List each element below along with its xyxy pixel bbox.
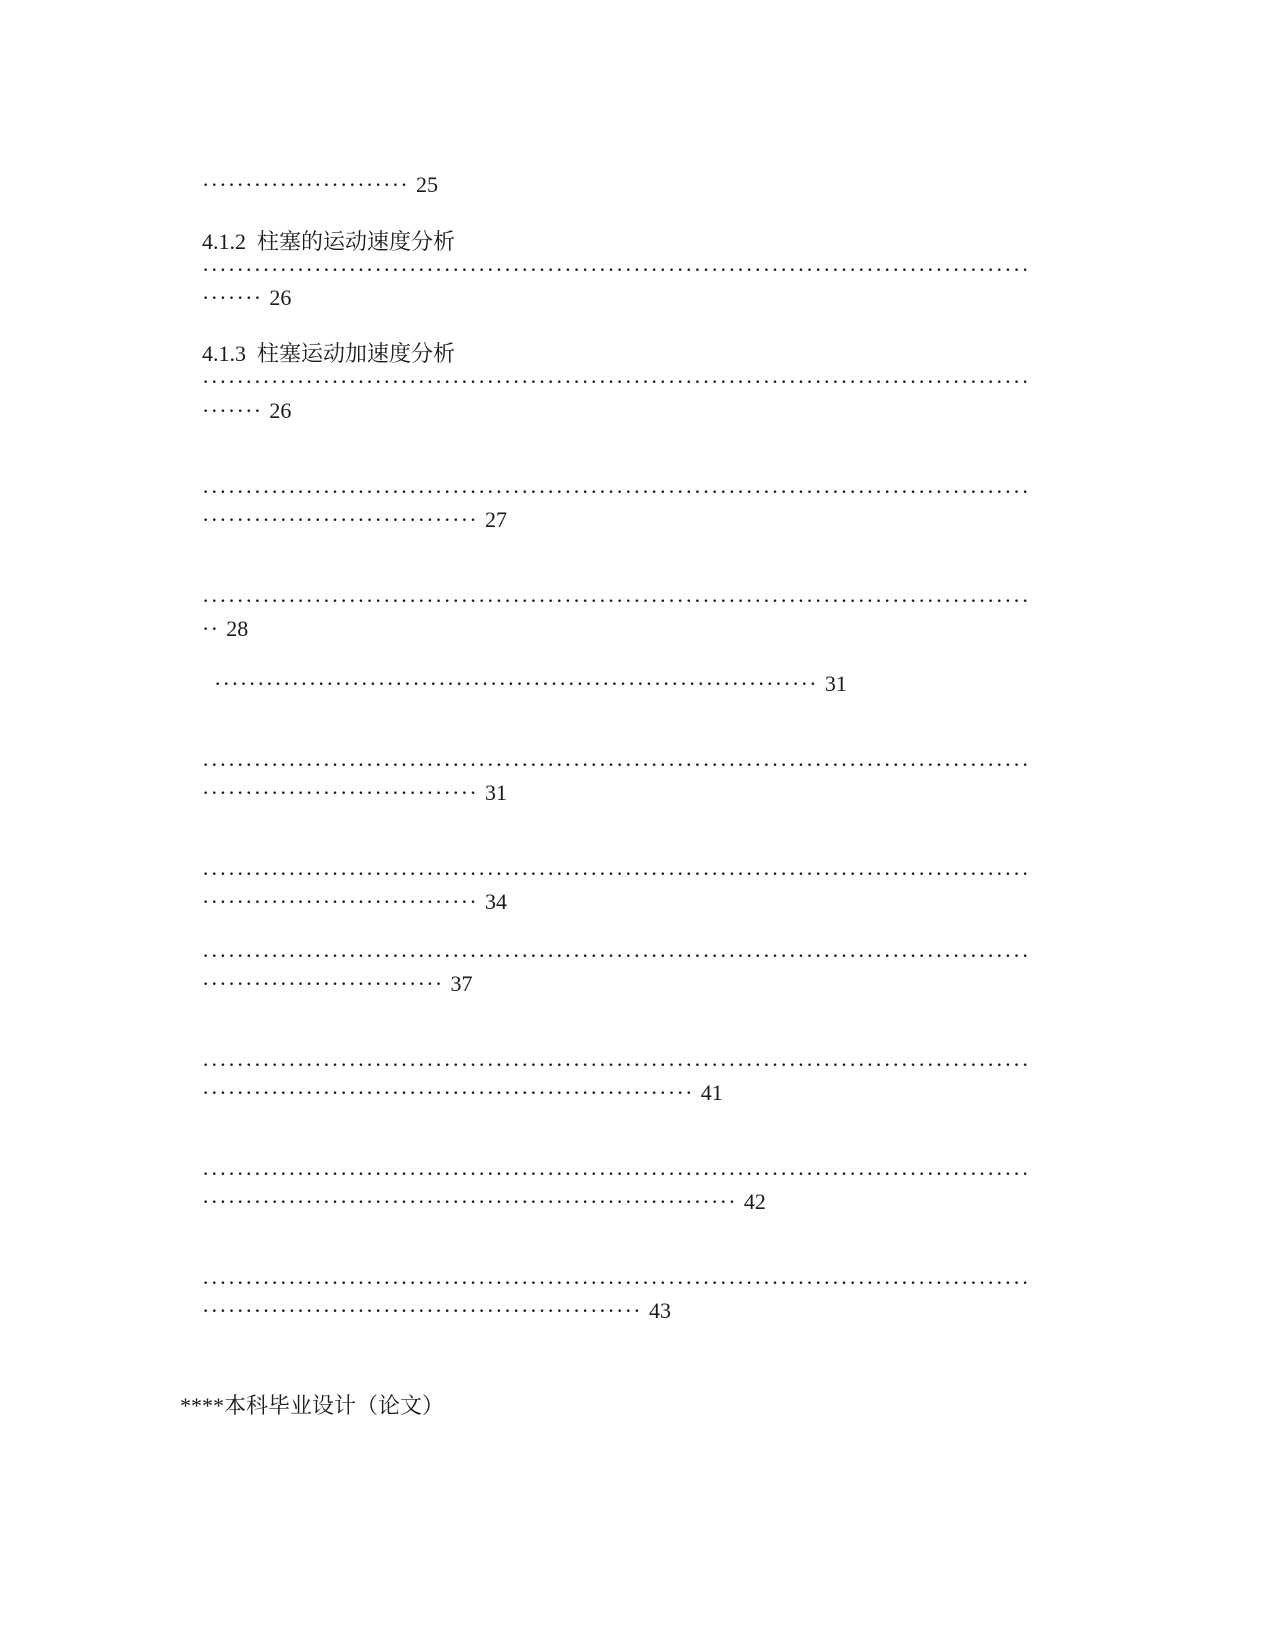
toc-entry (180, 1269, 671, 1353)
toc-entry (180, 1160, 766, 1244)
dot-leader-line (180, 559, 1030, 643)
dot-leader: ································ (202, 507, 479, 532)
toc-entry (180, 751, 507, 835)
dot-leader: ······································································ (214, 671, 818, 696)
dot-leader: ··················································· (202, 1298, 642, 1323)
dot-leader: ································································································ (202, 1270, 1031, 1295)
page-number: 31 (485, 780, 508, 805)
toc-entry (180, 942, 473, 1026)
toc-entry (180, 1051, 723, 1135)
dot-leader: ·· (202, 616, 220, 641)
page-number: 26 (269, 285, 292, 310)
page-number: 37 (450, 971, 473, 996)
page-number: 31 (824, 671, 847, 696)
dot-leader: ······························································ (202, 1189, 737, 1214)
dot-leader: ································································································ (202, 861, 1031, 886)
dot-leader: ································································································ (202, 752, 1031, 777)
dot-leader: ···························· (202, 971, 444, 996)
page-number: 43 (648, 1298, 671, 1323)
page-number: 28 (226, 616, 249, 641)
page-number: 26 (269, 398, 292, 423)
section-title: 柱塞的运动速度分析 (257, 229, 456, 254)
section-title: 柱塞运动加速度分析 (257, 341, 456, 366)
dot-leader: ································································································ (202, 369, 1031, 394)
dot-leader: ························ (202, 172, 410, 197)
dot-leader: ································································································ (202, 943, 1031, 968)
dot-leader-line (180, 340, 1030, 424)
dot-leader: ······· (202, 285, 263, 310)
dot-leader: ································ (202, 889, 479, 914)
dot-leader: ································································································ (202, 1161, 1031, 1186)
dot-leader: ································································································ (202, 479, 1031, 504)
section-number: 4.1.2 (202, 229, 246, 254)
toc-entry (180, 369, 291, 453)
page-number: 41 (700, 1080, 723, 1105)
dot-leader: ································································································ (202, 257, 1031, 282)
dot-leader: ································································································ (202, 588, 1031, 613)
page-number: 42 (743, 1189, 766, 1214)
dot-leader: ······· (202, 398, 263, 423)
toc-entry (192, 642, 847, 726)
document-header-title: ****本科毕业设计（论文） (180, 1393, 445, 1418)
dot-leader: ························································· (202, 1080, 694, 1105)
page-number: 34 (485, 889, 508, 914)
dot-leader: ································ (202, 780, 479, 805)
dot-leader: ································································································ (202, 1052, 1031, 1077)
section-number: 4.1.3 (202, 341, 246, 366)
dot-leader-line (180, 228, 1030, 312)
toc-entry (180, 478, 507, 562)
page-number: 25 (416, 172, 439, 197)
page-number: 27 (485, 507, 508, 532)
